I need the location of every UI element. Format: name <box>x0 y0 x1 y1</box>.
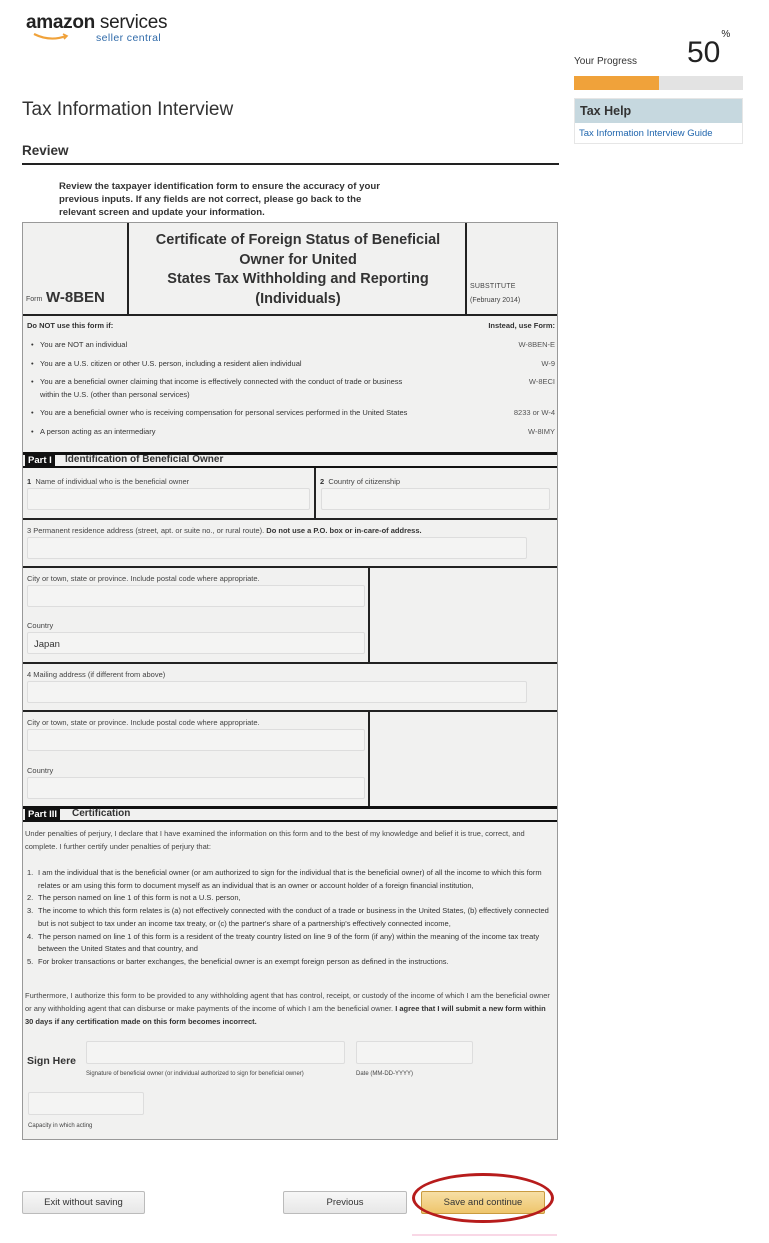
city-label: City or town, state or province. Include postal code where appropriate. <box>27 574 260 583</box>
capacity-field[interactable] <box>28 1092 144 1115</box>
certification-list <box>27 867 553 969</box>
certification-item-number: 2. <box>27 893 34 903</box>
certification-item <box>27 956 553 969</box>
certification-item-number: 4. <box>27 931 34 941</box>
city2-label: City or town, state or province. Include postal code where appropriate. <box>27 718 260 727</box>
certification-item <box>27 867 553 892</box>
part3-tag: Part III <box>25 809 60 820</box>
form-header <box>23 223 557 316</box>
part1-name: Identification of Beneficial Owner <box>65 454 224 465</box>
progress-value: 50 <box>687 36 721 69</box>
bullet-icon: • <box>31 358 34 368</box>
do-not-use-heading: Do NOT use this form if: <box>27 321 114 330</box>
progress-percent <box>687 29 731 70</box>
field3-label: 3 Permanent residence address (street, apt. or suite no., or rural route). Do not use a P.O. box or in-care-of address. <box>27 526 422 535</box>
country2-label: Country <box>27 766 54 775</box>
furthermore-text: Furthermore, I authorize this form to be provided to any withholding agent that has control, receipt, or custody of the income of which I am the beneficial owner or any withholding agent that can disburse or make payments of the income of which I am the beneficial owner. I agree that I will submit a new form within 30 days if any certification made on this form becomes incorrect. <box>25 991 550 1026</box>
section-title: Review <box>22 143 69 158</box>
form-title-line: Owner for United <box>239 251 357 268</box>
certification-item-number: 3. <box>27 906 34 916</box>
do-not-use-reason: You are NOT an individual <box>40 340 128 349</box>
do-not-use-row <box>27 407 555 420</box>
do-not-use-reason: A person acting as an intermediary <box>40 426 156 436</box>
part3-name: Certification <box>72 808 131 819</box>
form-prefix: Form <box>26 296 43 303</box>
sign-here-label: Sign Here <box>27 1055 77 1067</box>
exit-without-saving-button[interactable]: Exit without saving <box>22 1191 145 1214</box>
do-not-use-row <box>27 376 555 401</box>
progress-label: Your Progress <box>574 56 637 67</box>
do-not-use-row <box>27 358 555 371</box>
alternative-form: 8233 or W-4 <box>513 408 555 417</box>
intro-text: Review the taxpayer identification form to ensure the accuracy of your previous inputs. If any fields are not correct, please go back to the relevant screen and update your information. <box>59 181 380 218</box>
alternative-form: W-8BEN-E <box>518 340 555 349</box>
bullet-icon: • <box>31 426 34 436</box>
country-label: Country <box>27 621 54 630</box>
certification-item <box>27 905 553 930</box>
form-title-line: States Tax Withholding and Reporting <box>167 271 429 287</box>
mailing-city-field[interactable] <box>27 729 365 751</box>
certification-item-text: The person named on line 1 of this form is a resident of the treaty country listed on line 9 of the form (if any) within the meaning of the income tax treaty between the United States and that country, and <box>38 931 540 954</box>
beneficial-owner-name-field[interactable] <box>27 488 310 510</box>
decorative-line <box>412 1234 557 1236</box>
form-date: (February 2014) <box>470 297 521 304</box>
save-and-continue-button[interactable]: Save and continue <box>421 1191 545 1214</box>
part3-header <box>23 806 557 822</box>
highlight-annotation-ring <box>412 1173 554 1223</box>
certification-item-number: 1. <box>27 868 34 877</box>
date-field[interactable] <box>356 1041 473 1064</box>
certification-item-text: The income to which this form relates is (a) not effectively connected with the conduct of a trade or business in the United States, (b) effectively connected but is not subject to tax under an income tax treaty, or (c) the partner's share of a partnership's effectively connected income, <box>38 906 549 928</box>
bullet-icon: • <box>31 340 34 349</box>
field4-label: 4 Mailing address (if different from above) <box>27 670 166 679</box>
form-title-line: (Individuals) <box>255 290 341 307</box>
certification-item <box>27 892 553 905</box>
do-not-use-reason: You are a U.S. citizen or other U.S. person, including a resident alien individual <box>40 358 302 368</box>
form-name: W-8BEN <box>46 289 105 306</box>
logo-text-bold: amazon <box>26 12 95 33</box>
certification-item-text: I am the individual that is the beneficial owner (or am authorized to sign for the individual that is the beneficial owner) of all the income to which this form relates or am using this form to document myself as an individual that is an owner or account holder of a foreign financial institution, <box>38 868 542 890</box>
certification-item-text: The person named on line 1 of this form is not a U.S. person, <box>38 893 241 903</box>
certification-intro: Under penalties of perjury, I declare that I have examined the information on this form and to the best of my knowledge and belief it is true, correct, and complete. I further certify under penalties of perjury that: <box>25 829 525 851</box>
do-not-use-row <box>27 426 555 439</box>
field2-label: 2 Country of citizenship <box>320 477 401 486</box>
certification-item-number: 5. <box>27 956 34 966</box>
tax-interview-guide-link[interactable]: Tax Information Interview Guide <box>579 128 713 139</box>
field1-label: 1 Name of individual who is the beneficial owner <box>27 477 190 486</box>
do-not-use-row <box>27 339 555 352</box>
logo-subtext: seller central <box>96 32 162 44</box>
certification-item <box>27 931 553 956</box>
tax-help-title: Tax Help <box>575 99 742 123</box>
do-not-use-reason-cont: within the U.S. (other than personal services) <box>40 389 190 399</box>
amazon-smile-icon <box>32 32 72 42</box>
form-title <box>131 231 465 309</box>
bullet-icon: • <box>31 408 34 417</box>
do-not-use-reason: You are a beneficial owner claiming that income is effectively connected with the conduct of trade or business <box>40 377 403 386</box>
logo-text-rest: services <box>94 12 168 33</box>
mailing-address-field[interactable] <box>27 681 527 703</box>
progress-unit: % <box>721 29 731 40</box>
previous-button[interactable]: Previous <box>283 1191 407 1214</box>
instead-use-heading: Instead, use Form: <box>488 321 555 330</box>
signature-field[interactable] <box>86 1041 345 1064</box>
date-label: Date (MM-DD-YYYY) <box>356 1071 414 1077</box>
progress-bar <box>574 76 743 90</box>
alternative-form: W-8IMY <box>528 426 555 436</box>
country-field[interactable]: Japan <box>27 632 365 654</box>
permanent-address-field[interactable] <box>27 537 527 559</box>
city-field[interactable] <box>27 585 365 607</box>
form-title-line: Certificate of Foreign Status of Beneficial <box>155 232 441 248</box>
capacity-label: Capacity in which acting <box>28 1123 93 1129</box>
bullet-icon: • <box>31 377 34 386</box>
part1-tag: Part I <box>25 455 55 466</box>
alternative-form: W-9 <box>541 358 555 368</box>
w8ben-form <box>22 222 558 1140</box>
tax-help-panel <box>574 98 743 144</box>
do-not-use-reason: You are a beneficial owner who is receiving compensation for personal services performed in the United States <box>40 408 408 417</box>
mailing-country-field[interactable] <box>27 777 365 799</box>
signature-label: Signature of beneficial owner (or individual authorized to sign for beneficial owner) <box>86 1071 304 1077</box>
certification-item-text: For broker transactions or barter exchanges, the beneficial owner is an exempt foreign person as defined in the instructions. <box>38 956 449 966</box>
progress-fill <box>574 76 659 90</box>
alternative-form: W-8ECI <box>528 377 555 386</box>
substitute-label: SUBSTITUTE <box>470 283 516 290</box>
country-of-citizenship-field[interactable] <box>321 488 550 510</box>
page-title: Tax Information Interview <box>22 99 234 120</box>
amazon-services-logo[interactable] <box>26 12 176 46</box>
do-not-use-section <box>27 321 555 444</box>
section-divider <box>22 163 559 165</box>
part1-header <box>23 452 557 468</box>
